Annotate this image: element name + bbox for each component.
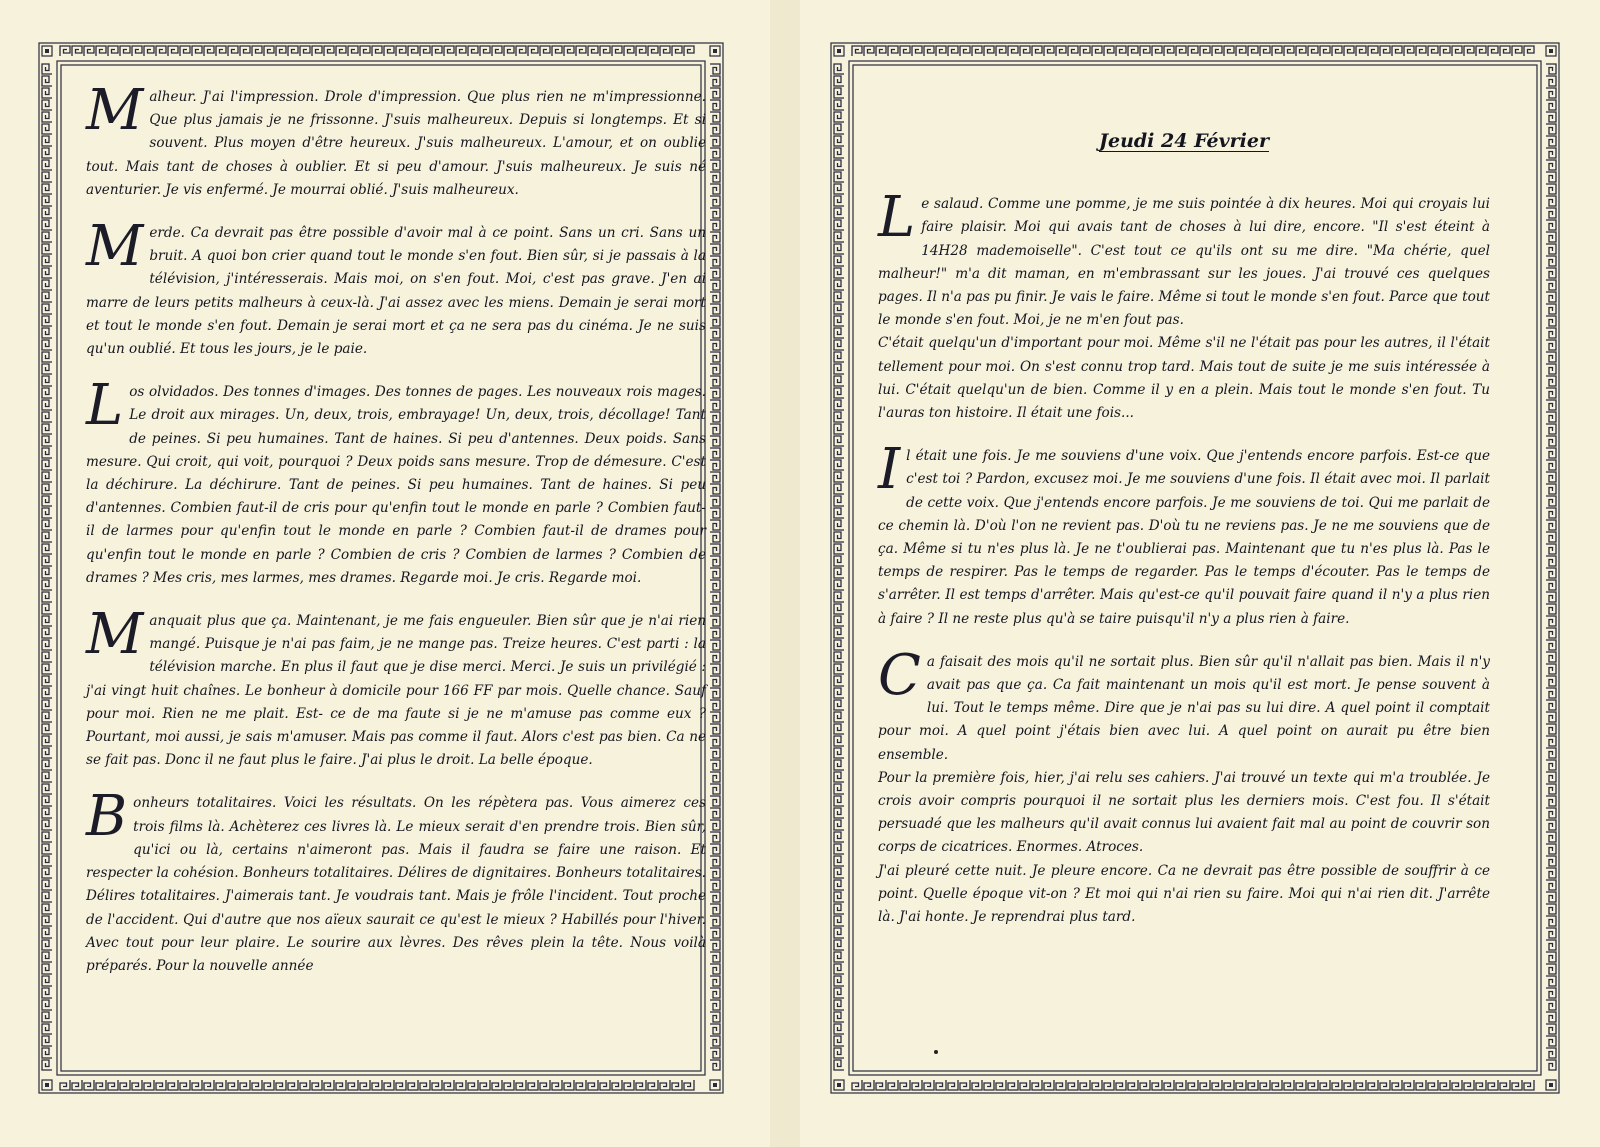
- drop-cap: M: [86, 78, 144, 143]
- paragraph-text: alheur. J'ai l'impression. Drole d'impression. Que plus rien ne m'impressionne. Que plus jamais je ne frissonne. J'suis malheureux. Depuis si longtemps. Et si souvent. Plus moyen d'être heureux. J'suis malheureux. L'amour, et on oublie tout. Mais tant de choses à oublier. Et si peu d'amour. J'suis malheureux. Je suis né aventurier. Je vis enfermé. Je mourrai oblié. J'suis malheureux.: [86, 89, 706, 198]
- right-page-text: [878, 130, 1490, 1050]
- paragraph: [878, 437, 1490, 631]
- paragraph-continuation: C'était quelqu'un d'important pour moi. Même s'il ne l'était pas pour les autres, il l'était tellement pour moi. On s'est connu trop tard. Mais tout de suite je me suis intéressée à lui. C'était quelqu'un de bien. Comme il y en a plein. Mais tout le monde s'en fout. Tu l'auras ton histoire. Il était une fois...: [878, 335, 1490, 422]
- drop-cap: L: [86, 373, 124, 439]
- paragraph: [878, 642, 1490, 767]
- paragraph-text: anquait plus que ça. Maintenant, je me fais engueuler. Bien sûr que je n'ai rien mangé. Puisque je n'ai pas faim, je ne mange pas. Treize heures. C'est parti : la télévision marche. En plus il faut que je dise merci. Merci. Je suis un privilégié : j'ai vingt huit chaînes. Le bonheur à domicile pour 166 FF par mois. Quelle chance. Sauf pour moi. Rien ne me plait. Est- ce de ma faute si je ne m'amuse pas comme eux ? Pourtant, moi aussi, je sais m'amuser. Mais pas comme il faut. Alors c'est pas bien. Ca ne se fait pas. Donc il ne faut plus le faire. J'ai plus le droit. La belle époque.: [86, 613, 706, 769]
- paragraph: [86, 784, 706, 978]
- right-page: [800, 0, 1600, 1147]
- paragraph-continuation: J'ai pleuré cette nuit. Je pleure encore. Ca ne devrait pas être possible de souffrir à ce point. Quelle époque vit-on ? Et moi qui n'ai rien su faire. Moi qui n'ai rien dit. J'arrête là. J'ai honte. Je reprendrai plus tard.: [878, 862, 1490, 926]
- paragraph: [86, 214, 706, 361]
- paragraph-text: onheurs totalitaires. Voici les résultats. On les répètera pas. Vous aimerez ces trois films là. Achèterez ces livres là. Le mieux serait d'en prendre trois. Bien sûr, qu'ici ou là, certains n'aimeront pas. Mais il faudra se faire une raison. Et respecter la cohésion. Bonheurs totalitaires. Délires de dignitaires. Bonheurs totalitaires. Délires totalitaires. J'aimerais tant. Je voudrais tant. Mais je frôle l'incident. Tout proche de l'accident. Qui d'autre que nos aïeux saurait ce qu'est le mieux ? Habillés pour l'hiver. Avec tout pour leur plaire. Le sourire aux lèvres. Des rêves plein la tête. Nous voilà préparés. Pour la nouvelle année: [86, 795, 706, 974]
- drop-cap: B: [86, 784, 128, 850]
- paragraph: [878, 185, 1490, 332]
- drop-cap: M: [86, 214, 144, 280]
- page-gutter: [770, 0, 800, 1147]
- drop-cap: C: [878, 642, 921, 708]
- drop-cap: M: [86, 602, 144, 668]
- paragraph-text: e salaud. Comme une pomme, je me suis pointée à dix heures. Moi qui croyais lui faire plaisir. Moi qui avais tant de choses à lui dire, encore. "Il s'est éteint à 14H28 mademoiselle". C'est tout ce qu'ils ont su me dire. "Ma chérie, quel malheur!" m'a dit maman, en m'embrassant sur les joues. J'ai trouvé ces quelques pages. Il n'a pas pu finir. Je vais le faire. Même si tout le monde s'en fout. Parce que tout le monde s'en fout. Moi, je ne m'en fout pas.: [878, 196, 1490, 329]
- paragraph-text: l était une fois. Je me souviens d'une voix. Que j'entends encore parfois. Est-ce que c'est toi ? Pardon, excusez moi. Je me souviens d'une fois. Il était avec moi. Il parlait de cette voix. Que j'entends encore parfois. Je me souviens de toi. Qui me parlait de ce chemin là. D'où l'on ne revient pas. D'où tu ne reviens pas. Je ne me souviens que de ça. Même si tu n'es plus là. Je ne t'oublierai pas. Maintenant que tu n'es plus là. Pas le temps de respirer. Pas le temps de regarder. Pas le temps d'écouter. Pas le temps de s'arrêter. Il est temps d'arrêter. Mais qu'est-ce qu'il pouvait faire quand il n'y a plus rien à faire ? Il ne reste plus qu'à se taire puisqu'il n'y a plus rien à faire.: [878, 448, 1490, 627]
- left-page: [0, 0, 770, 1147]
- left-page-text: [86, 78, 706, 1046]
- page-title: Jeudi 24 Février: [1099, 130, 1269, 152]
- ink-speck: [934, 1050, 938, 1054]
- paragraph: [86, 602, 706, 772]
- paragraph: [86, 78, 706, 202]
- drop-cap: L: [878, 185, 916, 251]
- drop-cap: I: [878, 437, 901, 503]
- paragraph-text: a faisait des mois qu'il ne sortait plus. Bien sûr qu'il n'allait pas bien. Mais il n'y avait pas que ça. Ca fait maintenant un mois qu'il est mort. Je pense souvent à lui. Tout le temps même. Dire que je n'ai pas su lui dire. A quel point il comptait pour moi. A quel point j'étais bien avec lui. A quel point on aurait pu être bien ensemble.: [878, 653, 1490, 763]
- paragraph-continuation: Pour la première fois, hier, j'ai relu ses cahiers. J'ai trouvé un texte qui m'a troublée. Je crois avoir compris pourquoi il ne sortait plus les derniers mois. C'est fou. Il s'était persuadé que les malheurs qu'il avait connus lui avaient fait mal au point de couvrir son corps de cicatrices. Enormes. Atroces.: [878, 769, 1490, 856]
- paragraph-text: os olvidados. Des tonnes d'images. Des tonnes de pages. Les nouveaux rois mages. Le droit aux mirages. Un, deux, trois, embrayage! Un, deux, trois, décollage! Tant de peines. Si peu humaines. Tant de haines. Si peu d'antennes. Deux poids. Sans mesure. Qui croit, qui voit, pourquoi ? Deux poids sans mesure. Trop de démesure. C'est la déchirure. La déchirure. Tant de peines. Si peu humaines. Tant de haines. Si peu d'antennes. Combien faut-il de cris pour qu'enfin tout le monde en parle ? Combien faut-il de larmes pour qu'enfin tout le monde en parle ? Combien faut-il de drames pour qu'enfin tout le monde en parle ? Combien de cris ? Combien de larmes ? Combien de drames ? Mes cris, mes larmes, mes drames. Regarde moi. Je cris. Regarde moi.: [86, 384, 706, 586]
- paragraph-text: erde. Ca devrait pas être possible d'avoir mal à ce point. Sans un cri. Sans un bruit. A quoi bon crier quand tout le monde s'en fout. Bien sûr, si je passais à la télévision, j'intéresserais. Mais moi, on s'en fout. Moi, c'est pas grave. J'en ai marre de leurs petits malheurs à ceux-là. J'ai assez avec les miens. Demain je serai mort et tout le monde s'en fout. Demain je serai mort et ça ne sera pas du cinéma. Je ne suis qu'un oublié. Et tous les jours, je le paie.: [86, 225, 706, 358]
- paragraph: [86, 373, 706, 590]
